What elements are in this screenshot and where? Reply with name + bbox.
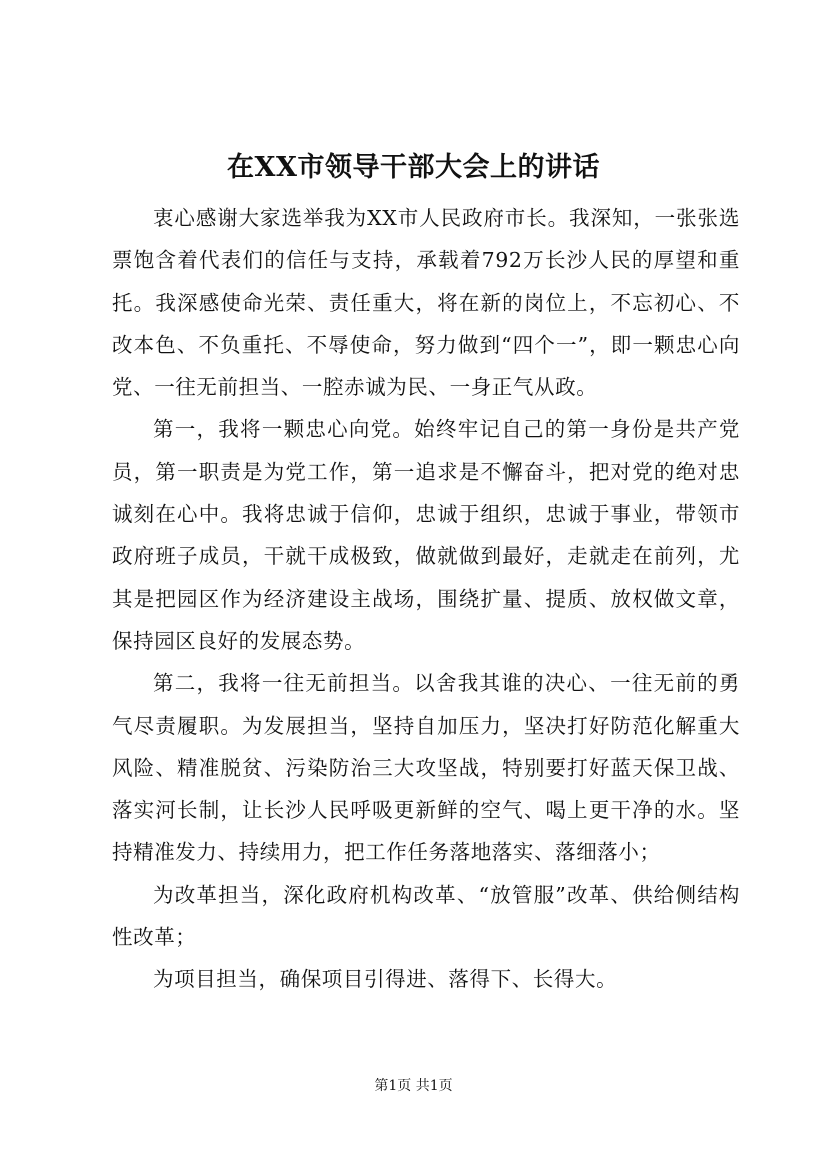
- page-number-label: 第1页 共1页: [374, 1078, 453, 1094]
- page-footer: [0, 1076, 827, 1096]
- paragraph-project: 为项目担当，确保项目引得进、落得下、长得大。: [153, 967, 618, 992]
- document-title: 在XX市领导干部大会上的讲话: [227, 152, 600, 183]
- paragraph-reform: 为改革担当，深化政府机构改革、“放管服”改革、供给侧结构性改革；: [112, 882, 740, 950]
- document-body: [112, 197, 740, 1001]
- paragraph-intro: 衷心感谢大家选举我为XX市人民政府市长。我深知，一张张选票饱含着代表们的信任与支持，承载着792万长沙人民的厚望和重托。我深感使命光荣、责任重大，将在新的岗位上，不忘初心、不改本色、不负重托、不辱使命，努力做到“四个一”，即一颗忠心向党、一往无前担当、一腔赤诚为民、一身正气从政。: [112, 206, 740, 400]
- paragraph-first: 第一，我将一颗忠心向党。始终牢记自己的第一身份是共产党员，第一职责是为党工作，第一追求是不懈奋斗，把对党的绝对忠诚刻在心中。我将忠诚于信仰，忠诚于组织，忠诚于事业，带领市政府班子成员，干就干成极致，做就做到最好，走就走在前列，尤其是把园区作为经济建设主战场，围绕扩量、提质、放权做文章，保持园区良好的发展态势。: [112, 417, 740, 653]
- paragraph-second: 第二，我将一往无前担当。以舍我其谁的决心、一往无前的勇气尽责履职。为发展担当，坚持自加压力，坚决打好防范化解重大风险、精准脱贫、污染防治三大攻坚战，特别要打好蓝天保卫战、落实河长制，让长沙人民呼吸更新鲜的空气、喝上更干净的水。坚持精准发力、持续用力，把工作任务落地落实、落细落小；: [112, 671, 740, 865]
